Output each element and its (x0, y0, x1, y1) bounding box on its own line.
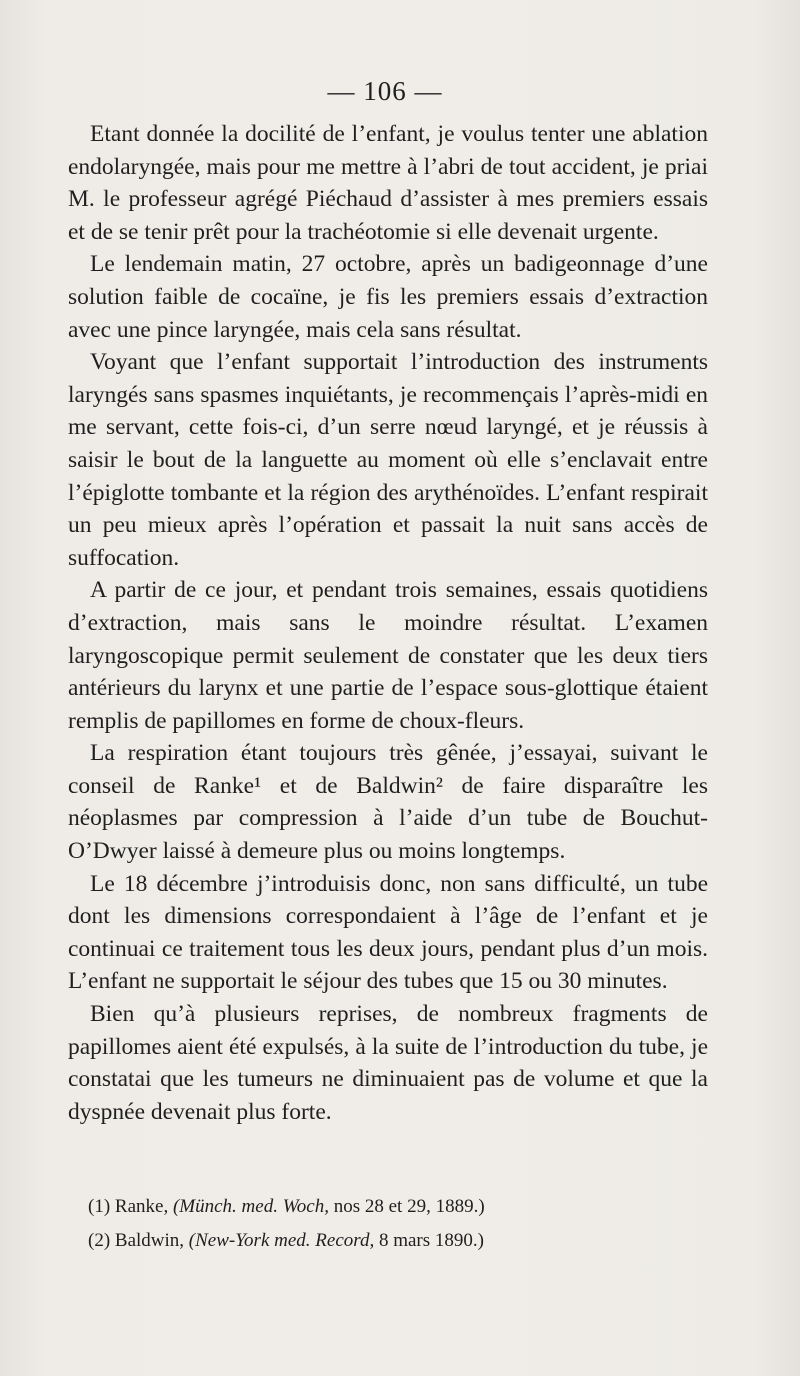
paragraph: Le 18 décembre j’introduisis donc, non sans difficulté, un tube dont les dimensions correspondaient à l’âge de l’enfant et je continuai ce traitement tous les deux jours, pendant plus d’un mois. L’enfant ne supportait le séjour des tubes que 15 ou 30 minutes. (68, 870, 708, 995)
footnotes (88, 1190, 708, 1258)
paragraph: Le lendemain matin, 27 octobre, après un badigeonnage d’une solution faible de cocaïne, je fis les premiers essais d’extraction avec une pince laryngée, mais cela sans résultat. (68, 251, 708, 343)
footnote-author: Baldwin, (114, 1230, 185, 1251)
page-number: — 106 — (327, 76, 443, 106)
footnote-source: (New-York med. Record, (188, 1230, 375, 1251)
footnote-marker: (1) (88, 1196, 111, 1217)
footnote-2 (88, 1224, 708, 1258)
footnote-marker: (2) (88, 1230, 111, 1251)
footnote-author: Ranke, (114, 1196, 169, 1217)
footnote-1 (88, 1190, 708, 1224)
paragraph: Etant donnée la docilité de l’enfant, je voulus tenter une ablation endolaryngée, mais pour me mettre à l’abri de tout accident, je priai M. le professeur agrégé Piéchaud d’assister à mes premiers essais et de se tenir prêt pour la trachéotomie si elle devenait urgente. (68, 121, 708, 245)
footnote-source: (Münch. med. Woch, (172, 1196, 329, 1217)
paragraph: Voyant que l’enfant supportait l’introduction des instruments laryngés sans spasmes inquiétants, je recommençais l’après-midi en me servant, cette fois-ci, d’un serre nœud laryngé, et je réussis à saisir le bout de la languette au moment où elle s’enclavait entre l’épiglotte tombante et la région des arythénoïdes. L’enfant respirait un peu mieux après l’opération et passait la nuit sans accès de suffocation. (68, 349, 708, 571)
paragraph: A partir de ce jour, et pendant trois semaines, essais quotidiens d’extraction, mais sans le moindre résultat. L’examen laryngoscopique permit seulement de constater que les deux tiers antérieurs du larynx et une partie de l’espace sous-glottique étaient remplis de papillomes en forme de choux-fleurs. (68, 577, 708, 734)
footnote-details: 8 mars 1890.) (378, 1230, 484, 1251)
body-text (68, 118, 708, 1128)
footnote-details: nos 28 et 29, 1889.) (333, 1196, 485, 1217)
paragraph: Bien qu’à plusieurs reprises, de nombreux fragments de papillomes aient été expulsés, à la suite de l’introduction du tube, je constatai que les tumeurs ne diminuaient pas de volume et que la dyspnée devenait plus forte. (68, 1001, 708, 1125)
paragraph: La respiration étant toujours très gênée, j’essayai, suivant le conseil de Ranke¹ et de Baldwin² de faire disparaître les néoplasmes par compression à l’aide d’un tube de Bouchut-O’Dwyer laissé à demeure plus ou moins longtemps. (68, 740, 708, 865)
